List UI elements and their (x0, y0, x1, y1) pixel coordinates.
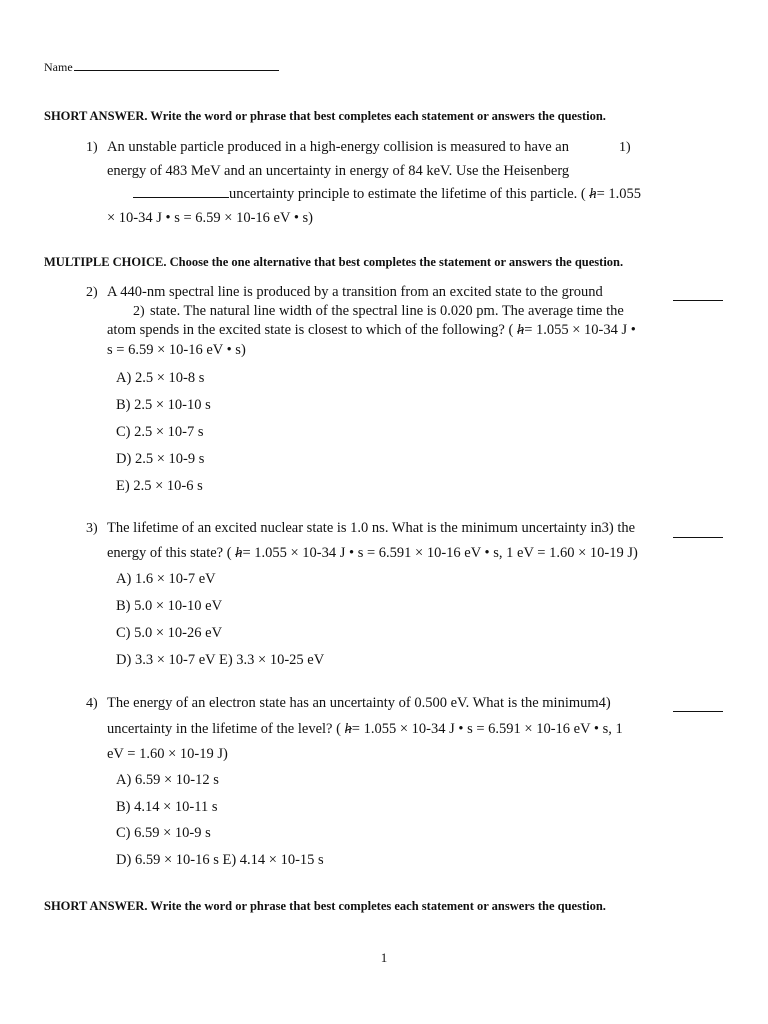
option-c[interactable]: C) 6.59 × 10-9 s (116, 825, 211, 841)
answer-blank[interactable] (673, 537, 723, 538)
hbar-symbol: h (344, 721, 352, 737)
question-text-line: uncertainty principle to estimate the lifetime of this particle. ( h= 1.055 (133, 186, 641, 203)
hbar-symbol: h (235, 545, 243, 561)
option-b[interactable]: B) 2.5 × 10-10 s (116, 397, 211, 413)
option-d[interactable]: D) 6.59 × 10-16 s (116, 852, 219, 868)
question-text-line: s = 6.59 × 10-16 eV • s) (107, 342, 246, 358)
question-number: 3) (86, 521, 98, 536)
section-header-multiple-choice: MULTIPLE CHOICE. Choose the one alternative that best completes the statement or answers the question. (44, 255, 624, 269)
answer-number: 4) (598, 695, 611, 711)
question-text-line: energy of 483 MeV and an uncertainty in energy of 84 keV. Use the Heisenberg (107, 163, 570, 179)
option-e[interactable]: E) 3.3 × 10-25 eV (218, 652, 325, 668)
option-b[interactable]: B) 5.0 × 10-10 eV (116, 598, 223, 614)
name-blank[interactable] (74, 70, 279, 71)
option-e[interactable]: E) 4.14 × 10-15 s (222, 852, 324, 868)
question-text-line: × 10-34 J • s = 6.59 × 10-16 eV • s) (107, 210, 313, 226)
answer-number: 1) (619, 140, 631, 155)
option-a[interactable]: A) 1.6 × 10-7 eV (116, 571, 216, 587)
question-text-line: A 440-nm spectral line is produced by a transition from an excited state to the ground (107, 284, 603, 300)
option-d[interactable]: D) 3.3 × 10-7 eV (116, 652, 216, 668)
answer-blank[interactable] (133, 197, 229, 198)
answer-blank[interactable] (673, 300, 723, 301)
option-c[interactable]: C) 2.5 × 10-7 s (116, 424, 204, 440)
section-header-short-answer: SHORT ANSWER. Write the word or phrase that best completes each statement or answers the question. (44, 109, 606, 123)
question-number: 1) (86, 140, 98, 155)
question-text-line: energy of this state? ( h= 1.055 × 10-34 J • s = 6.591 × 10-16 eV • s, 1 eV = 1.60 × 10-19 J) (107, 545, 638, 561)
option-c[interactable]: C) 5.0 × 10-26 eV (116, 625, 223, 641)
question-number: 4) (86, 696, 98, 711)
question-text-line: atom spends in the excited state is closest to which of the following? ( h= 1.055 × 10-34 J • (107, 322, 636, 338)
section-header-short-answer-2: SHORT ANSWER. Write the word or phrase that best completes each statement or answers the question. (44, 899, 606, 913)
hbar-symbol: h (589, 186, 597, 202)
question-number: 2) (86, 285, 98, 300)
option-e[interactable]: E) 2.5 × 10-6 s (116, 478, 203, 494)
option-a[interactable]: A) 2.5 × 10-8 s (116, 370, 205, 386)
option-b[interactable]: B) 4.14 × 10-11 s (116, 799, 218, 815)
question-text-line: eV = 1.60 × 10-19 J) (107, 746, 228, 762)
answer-number: 2) (133, 304, 145, 319)
option-d-e-row (116, 852, 324, 869)
page-number: 1 (380, 950, 388, 965)
option-d-e-row (116, 652, 324, 669)
question-text-line: state. The natural line width of the spectral line is 0.020 pm. The average time the (150, 303, 624, 319)
answer-blank[interactable] (673, 711, 723, 712)
question-text-line: The lifetime of an excited nuclear state is 1.0 ns. What is the minimum uncertainty in3) the (107, 520, 636, 536)
question-text-line: An unstable particle produced in a high-energy collision is measured to have an (107, 139, 569, 155)
answer-number: 3) (601, 520, 614, 536)
option-a[interactable]: A) 6.59 × 10-12 s (116, 772, 219, 788)
option-d[interactable]: D) 2.5 × 10-9 s (116, 451, 205, 467)
question-text-line: The energy of an electron state has an uncertainty of 0.500 eV. What is the minimum4) (107, 695, 611, 711)
question-text-line: uncertainty in the lifetime of the level? ( h= 1.055 × 10-34 J • s = 6.591 × 10-16 eV • s, 1 (107, 721, 623, 737)
name-field[interactable] (44, 60, 279, 75)
hbar-symbol: h (516, 322, 525, 338)
name-label: Name (44, 60, 73, 74)
